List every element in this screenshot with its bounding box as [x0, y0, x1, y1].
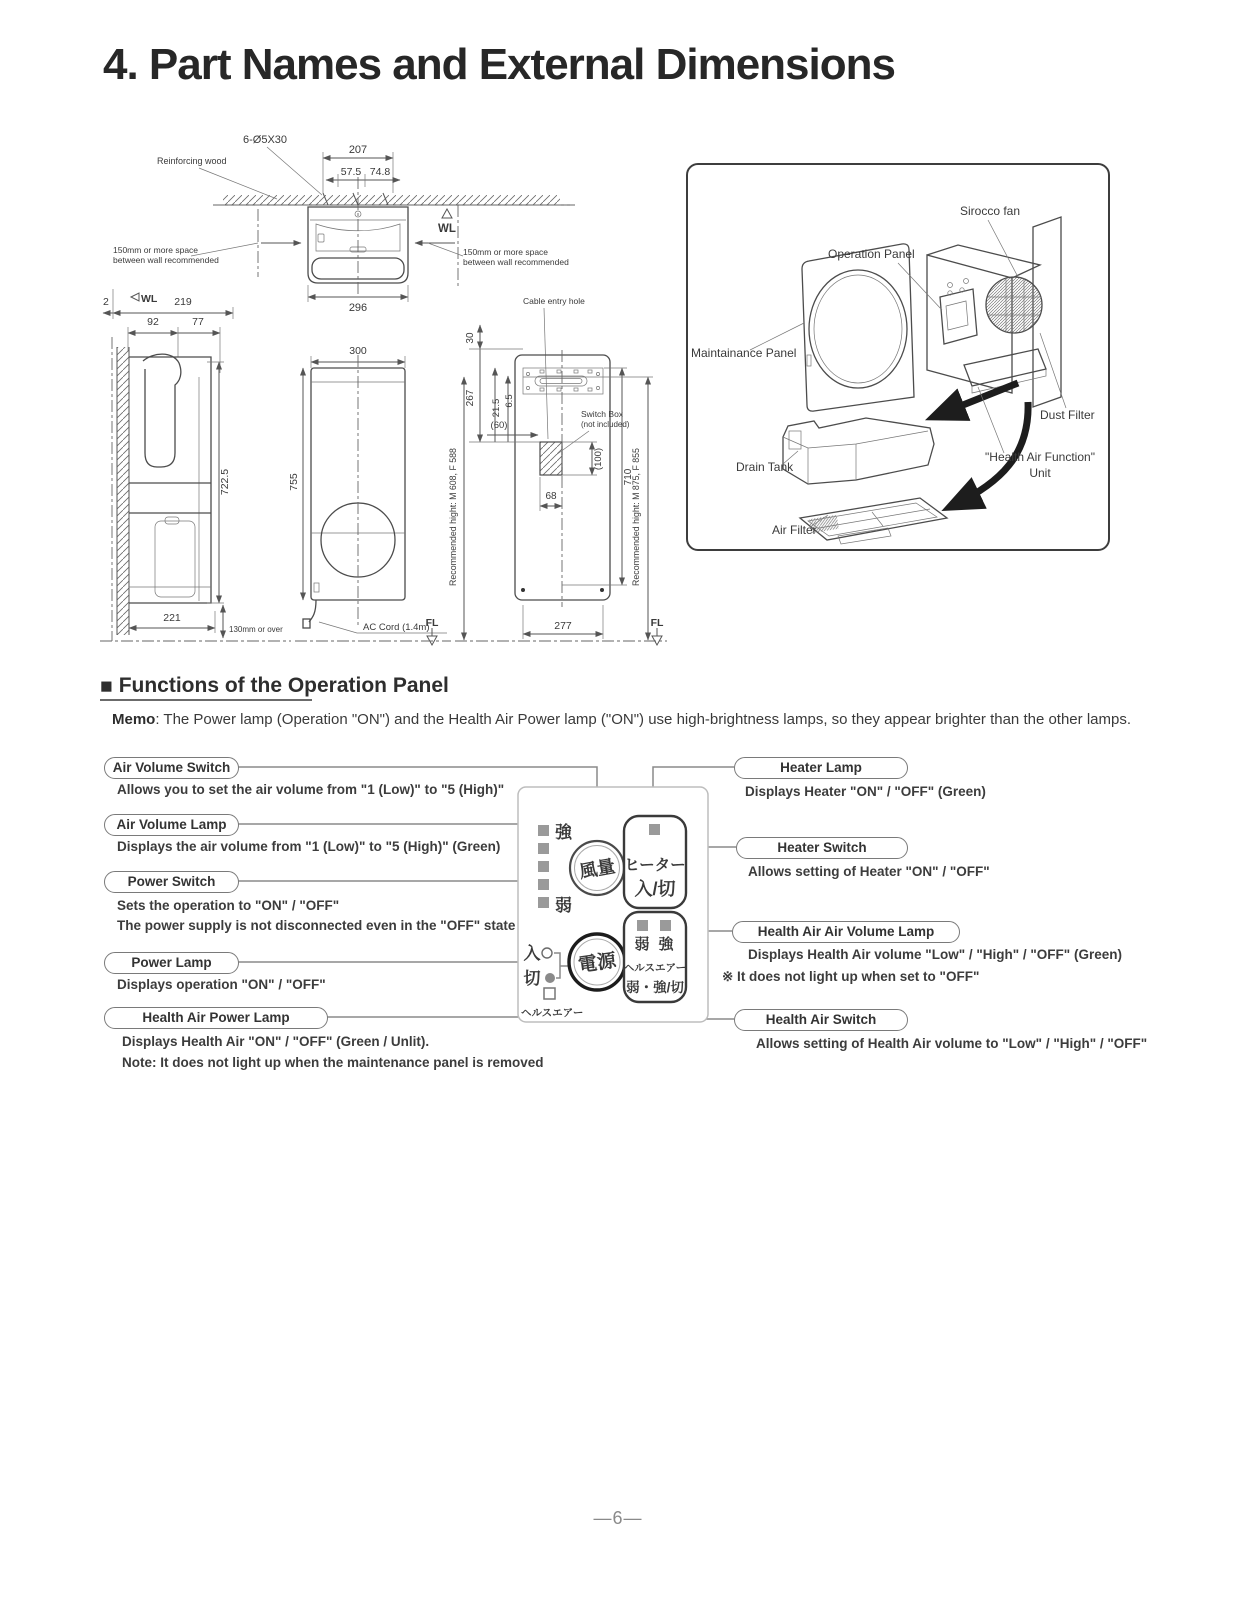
maintainance-panel-label: Maintainance Panel: [691, 346, 797, 360]
clearance-left-1: 150mm or more space: [113, 245, 199, 255]
dim-755: 755: [288, 473, 300, 491]
lamp-weak-label: 弱: [555, 896, 572, 915]
callout-power-switch: Power Switch: [104, 871, 239, 893]
dust-filter-label: Dust Filter: [1040, 408, 1095, 422]
power-switch-desc-2: The power supply is not disconnected even in the "OFF" state: [117, 918, 516, 933]
rear-fl-label: FL: [650, 617, 664, 629]
heater-lamp: [649, 824, 660, 835]
dim-100: (100): [593, 447, 604, 471]
section-marker: ■: [100, 675, 113, 698]
health-air-volume-lamp-desc-2: ※ It does not light up when set to "OFF": [722, 969, 980, 984]
dim-277: 277: [554, 620, 572, 632]
switch-box-label: Switch Box: [581, 409, 624, 419]
ac-cord-label: AC Cord (1.4m): [363, 622, 430, 633]
page-number: —6—: [593, 1508, 643, 1528]
dim-296: 296: [348, 302, 368, 314]
dim-74-8: 74.8: [369, 166, 391, 178]
clearance-right-2: between wall recommended: [463, 257, 569, 267]
callout-health-air-volume-lamp: Health Air Air Volume Lamp: [732, 921, 960, 943]
rear-view: [448, 296, 667, 645]
sirocco-fan-label: Sirocco fan: [960, 204, 1021, 218]
dim-710: 710: [623, 468, 634, 486]
ha-modes-label: 弱・強/切: [626, 980, 684, 995]
side-wl-label: WL: [141, 293, 158, 305]
callout-power-lamp: Power Lamp: [104, 952, 239, 974]
section-header: [100, 674, 449, 698]
dim-30: 30: [465, 332, 476, 344]
ha-weak-label: 弱: [634, 936, 650, 953]
dim-77: 77: [192, 316, 204, 328]
power-button-label: 電源: [576, 950, 618, 977]
memo-label: Memo: [112, 711, 156, 728]
dim-267: 267: [465, 389, 476, 407]
rec-height-left: Recommended hight: M 608, F 588: [448, 448, 458, 586]
dim-92: 92: [147, 316, 159, 328]
drain-tank-part: [783, 418, 934, 484]
air-filter-part: [800, 498, 947, 544]
power-off-lamp: [545, 973, 555, 983]
dim-57-5: 57.5: [340, 166, 362, 178]
clearance-130: 130mm or over: [229, 625, 283, 634]
dim-60: (60): [490, 420, 508, 431]
power-on-lamp: [542, 948, 552, 958]
operation-panel-part: [940, 288, 977, 344]
clearance-right-1: 150mm or more space: [463, 247, 549, 257]
dim-21-5: 21.5: [491, 398, 502, 418]
section-title: Functions of the Operation Panel: [118, 674, 449, 697]
drain-tank-label: Drain Tank: [736, 460, 794, 474]
dim-219: 219: [174, 296, 192, 308]
dim-300: 300: [349, 345, 367, 357]
memo-line: [112, 711, 1142, 728]
heater-button-line2: 入/切: [634, 879, 676, 899]
assembly-arrows: [938, 383, 1028, 505]
power-switch-desc-1: Sets the operation to "ON" / "OFF": [117, 898, 340, 913]
dim-2: 2: [103, 296, 109, 308]
heater-button-line1: ヒーター: [624, 857, 686, 874]
dim-68: 68: [545, 491, 557, 502]
callout-health-air-switch: Health Air Switch: [734, 1009, 908, 1031]
memo-text: : The Power lamp (Operation "ON") and the Health Air Power lamp ("ON") use high-brightness lamps, so they appear brighter than the other lamps.: [155, 711, 1131, 728]
health-air-switch-desc: Allows setting of Health Air volume to "Low" / "High" / "OFF": [756, 1036, 1148, 1051]
dim-6-5: 6.5: [504, 394, 515, 408]
dim-207: 207: [348, 144, 368, 156]
wall-line-label: WL: [438, 223, 456, 235]
callout-heater-switch: Heater Switch: [736, 837, 908, 859]
air-filter-label: Air Filter: [772, 523, 817, 537]
exploded-diagram-frame: [686, 163, 1110, 551]
reinforcing-wood-label: Reinforcing wood: [157, 156, 227, 166]
side-view: [100, 289, 291, 641]
callout-air-volume-lamp: Air Volume Lamp: [104, 814, 239, 836]
power-lamp-desc: Displays operation "ON" / "OFF": [117, 977, 326, 992]
air-volume-switch-desc: Allows you to set the air volume from "1 (Low)" to "5 (High)": [117, 782, 505, 797]
callout-health-air-power-lamp: Health Air Power Lamp: [104, 1007, 328, 1029]
health-air-power-lamp-desc-1: Displays Health Air "ON" / "OFF" (Green / Unlit).: [122, 1034, 430, 1049]
air-volume-button[interactable]: [570, 841, 624, 895]
switch-box-note: (not included): [581, 420, 630, 429]
cable-entry-label: Cable entry hole: [523, 296, 585, 306]
health-air-volume-lamp-desc-1: Displays Health Air volume "Low" / "High" / "OFF" (Green): [748, 947, 1122, 962]
health-air-strong-lamp: [660, 920, 671, 931]
lamp-strong-label: 強: [555, 823, 572, 842]
callout-heater-lamp: Heater Lamp: [734, 757, 908, 779]
ha-strong-label: 強: [658, 936, 674, 953]
heater-button[interactable]: [624, 816, 686, 908]
power-on-label: 入: [523, 944, 541, 963]
clearance-left-2: between wall recommended: [113, 255, 219, 265]
top-view: [113, 134, 575, 314]
page-title: 4. Part Names and External Dimensions: [103, 40, 895, 89]
heater-lamp-desc: Displays Heater "ON" / "OFF" (Green): [745, 784, 986, 799]
health-air-weak-lamp: [637, 920, 648, 931]
dimension-drawings: [95, 125, 685, 655]
maintenance-panel-part: [802, 244, 914, 411]
front-fl-label: FL: [425, 617, 439, 629]
front-view: [288, 345, 451, 645]
ha-name-label: ヘルスエアー: [623, 962, 687, 974]
health-air-unit-label-2: Unit: [1029, 466, 1051, 480]
health-air-button[interactable]: [624, 912, 686, 1002]
sirocco-fan-part: [986, 277, 1042, 333]
dim-221: 221: [163, 612, 181, 624]
dim-722-5: 722.5: [219, 468, 231, 496]
air-volume-lamp-desc: Displays the air volume from "1 (Low)" to "5 (High)" (Green): [117, 839, 501, 854]
health-air-power-lamp-desc-2: Note: It does not light up when the maintenance panel is removed: [122, 1055, 544, 1070]
exploded-diagram: [688, 165, 1107, 548]
heater-switch-desc: Allows setting of Heater "ON" / "OFF": [748, 864, 990, 879]
health-air-unit-label-1: "Health Air Function": [985, 450, 1095, 464]
callout-air-volume-switch: Air Volume Switch: [104, 757, 239, 779]
screw-spec-label: 6-Ø5X30: [243, 134, 288, 146]
operation-panel-label: Operation Panel: [828, 247, 915, 261]
air-volume-button-label: 風量: [577, 856, 617, 882]
power-off-label: 切: [523, 969, 541, 988]
power-button[interactable]: [569, 934, 625, 990]
ha-bottom-label: ヘルスエアー: [521, 1007, 584, 1019]
rec-height-right: Recommended hight: M 875, F 855: [631, 448, 641, 586]
health-air-power-lamp: [544, 988, 555, 999]
